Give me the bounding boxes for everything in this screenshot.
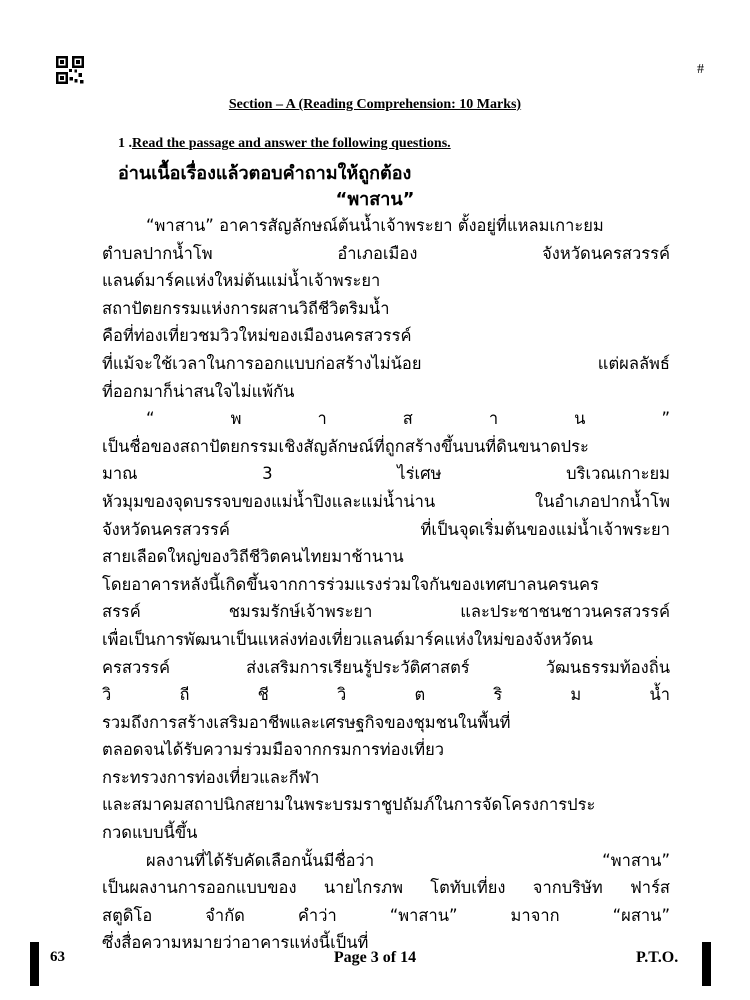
passage-line: กวดแบบนี้ขึ้น (102, 823, 198, 843)
passage-line: จังหวัดนครสวรรค์ ที่เป็นจุดเริ่มต้นของแม่น้ำเจ้าพระยา (102, 519, 670, 539)
passage-line: สายเลือดใหญ่ของวิถีชีวิตคนไทยมาช้านาน (102, 547, 404, 567)
thai-instruction: อ่านเนื้อเรื่องแล้วตอบคำถามให้ถูกต้อง (118, 163, 412, 184)
passage-line: ตำบลปากน้ำโพ อำเภอเมือง จังหวัดนครสวรรค์ (102, 243, 670, 263)
passage-title: “พาสาน” (335, 189, 415, 210)
passage-line: สรรค์ ชมรมรักษ์เจ้าพระยา และประชาชนชาวนครสวรรค์ (102, 602, 670, 622)
passage-line: “พาสาน” อาคารสัญลักษณ์ต้นน้ำเจ้าพระยา ตั้งอยู่ที่แหลมเกาะยม (146, 216, 604, 235)
pto-label: P.T.O. (636, 949, 679, 966)
passage-line: แลนด์มาร์คแห่งใหม่ต้นแม่น้ำเจ้าพระยา (102, 271, 381, 291)
passage-line: เป็นชื่อของสถาปัตยกรรมเชิงสัญลักษณ์ที่ถูกสร้างขึ้นบนที่ดินขนาดประ (102, 436, 589, 456)
passage-line: มาณ 3 ไร่เศษ บริเวณเกาะยม (102, 464, 670, 484)
footer-code: 63 (50, 949, 65, 965)
passage-line: เป็นผลงานการออกแบบของ นายไกรภพ โตทับเที่ยง จากบริษัท ฟาร์ส (102, 878, 670, 898)
passage-line: “ พ า ส า น ” (146, 409, 670, 429)
passage-line: สถาปัตยกรรมแห่งการผสานวิถีชีวิตริมน้ำ (102, 298, 390, 318)
passage-line: ผลงานที่ได้รับคัดเลือกนั้นมีชื่อว่า “พาสาน” (146, 850, 670, 870)
passage-line: ครสวรรค์ ส่งเสริมการเรียนรู้ประวัติศาสตร์ วัฒนธรรมท้องถิ่น (102, 657, 670, 677)
footer-right-bar (702, 942, 711, 986)
question-instruction-text: Read the passage and answer the following questions. (132, 136, 451, 151)
question-number: 1 . (118, 136, 132, 151)
passage-line: ที่ออกมาก็น่าสนใจไม่แพ้กัน (102, 381, 295, 401)
passage-line: หัวมุมของจุดบรรจบของแม่น้ำปิงและแม่น้ำน่าน ในอำเภอปากน้ำโพ (102, 491, 670, 511)
passage-line: ตลอดจนได้รับความร่วมมือจากกรมการท่องเที่ยว (102, 740, 445, 760)
passage-line: กระทรวงการท่องเที่ยวและกีฬา (102, 767, 320, 787)
passage-line: คือที่ท่องเที่ยวชมวิวใหม่ของเมืองนครสวรรค์ (102, 326, 412, 346)
qr-code (56, 56, 84, 84)
passage-line: ซึ่งสื่อความหมายว่าอาคารแห่งนี้เป็นที่ (102, 933, 369, 953)
passage-line: สตูดิโอ จำกัด คำว่า “พาสาน” มาจาก “ผสาน” (102, 905, 670, 925)
section-title: Section – A (Reading Comprehension: 10 Marks) (228, 97, 522, 112)
page-marker: # (697, 62, 704, 77)
passage-line: โดยอาคารหลังนี้เกิดขึ้นจากการร่วมแรงร่วมใจกันของเทศบาลนครนคร (102, 574, 599, 594)
passage-line: และสมาคมสถาปนิกสยามในพระบรมราชูปถัมภ์ในการจัดโครงการประ (102, 795, 596, 815)
page-number: Page 3 of 14 (333, 949, 417, 966)
passage-line: ที่แม้จะใช้เวลาในการออกแบบก่อสร้างไม่น้อย แต่ผลลัพธ์ (102, 353, 670, 373)
passage-body (102, 212, 670, 957)
question-instruction (118, 136, 451, 152)
passage-line: วิ ถี ชี วิ ต ริ ม น้ำ (102, 685, 670, 705)
passage-line: เพื่อเป็นการพัฒนาเป็นแหล่งท่องเที่ยวแลนด์มาร์คแห่งใหม่ของจังหวัดน (102, 629, 593, 649)
passage-line: รวมถึงการสร้างเสริมอาชีพและเศรษฐกิจของชุมชนในพื้นที่ (102, 712, 511, 732)
